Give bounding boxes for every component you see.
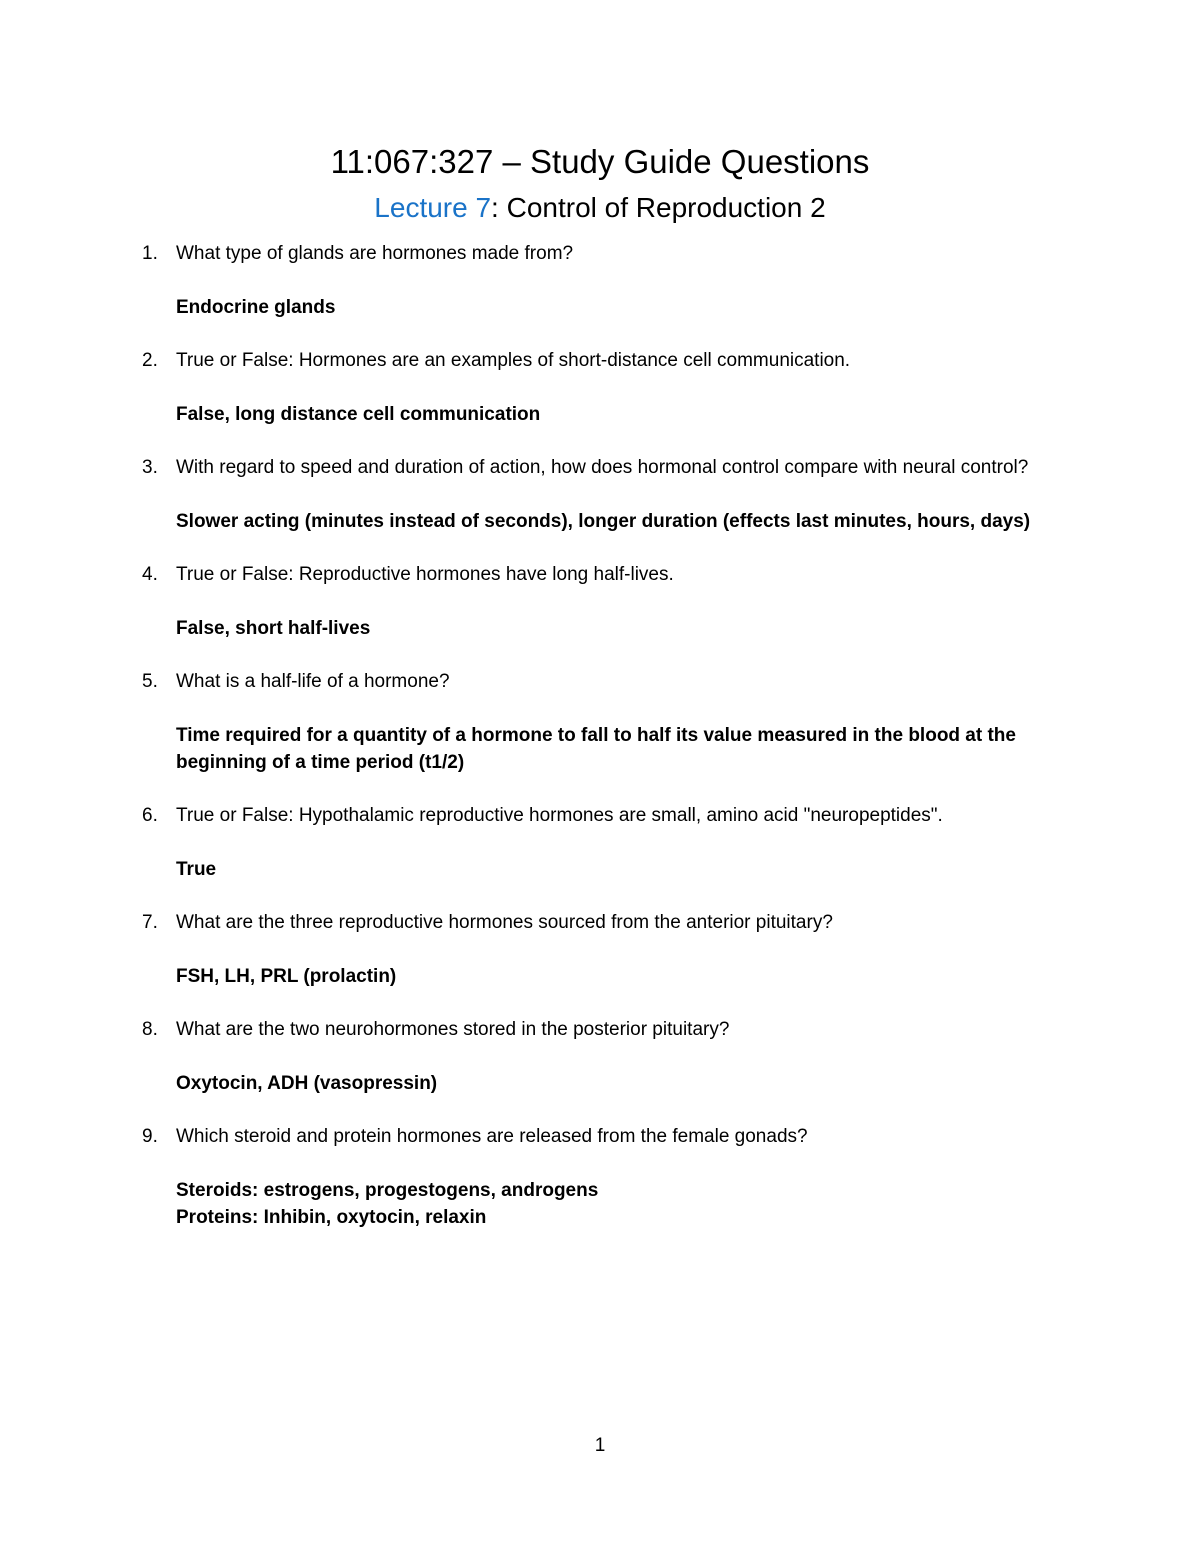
question-text: With regard to speed and duration of action, how does hormonal control compare with neural control? [176, 457, 1029, 478]
question-text: What are the three reproductive hormones sourced from the anterior pituitary? [176, 912, 833, 933]
answer-text [176, 294, 1102, 321]
lecture-subtitle [0, 188, 1200, 228]
question-item [142, 240, 1102, 321]
question-text: True or False: Reproductive hormones have long half-lives. [176, 564, 674, 585]
question-number: 4. [142, 564, 158, 585]
question-item [142, 668, 1102, 776]
lecture-topic: : Control of Reproduction 2 [491, 192, 826, 223]
answer-text [176, 722, 1102, 776]
question-text: True or False: Hormones are an examples of short-distance cell communication. [176, 350, 851, 371]
answer-line: False, short half-lives [176, 618, 371, 639]
answer-text [176, 615, 1102, 642]
question-number: 9. [142, 1126, 158, 1147]
page-title: 11:067:327 – Study Guide Questions [330, 143, 870, 180]
answer-text [176, 508, 1102, 535]
question-item [142, 454, 1102, 535]
answer-text [176, 1177, 1102, 1231]
question-number: 1. [142, 243, 158, 264]
question-item [142, 347, 1102, 428]
question-list [142, 240, 1102, 1257]
question-item [142, 802, 1102, 883]
question-number: 5. [142, 671, 158, 692]
question-item [142, 1016, 1102, 1097]
answer-line: Oxytocin, ADH (vasopressin) [176, 1073, 438, 1094]
question-text: What type of glands are hormones made from? [176, 243, 574, 264]
answer-line: False, long distance cell communication [176, 404, 541, 425]
answer-line: Steroids: estrogens, progestogens, androgens [176, 1180, 599, 1201]
question-number: 8. [142, 1019, 158, 1040]
question-number: 7. [142, 912, 158, 933]
answer-text [176, 856, 1102, 883]
question-number: 2. [142, 350, 158, 371]
answer-line: Slower acting (minutes instead of seconds), longer duration (effects last minutes, hours, days) [176, 511, 1031, 532]
lecture-number: Lecture 7 [374, 192, 492, 223]
answer-text [176, 1070, 1102, 1097]
question-text: True or False: Hypothalamic reproductive hormones are small, amino acid "neuropeptides". [176, 805, 943, 826]
answer-text [176, 963, 1102, 990]
answer-text [176, 401, 1102, 428]
page-number: 1 [594, 1435, 606, 1456]
question-text: What is a half-life of a hormone? [176, 671, 450, 692]
question-text: What are the two neurohormones stored in the posterior pituitary? [176, 1019, 730, 1040]
answer-line: Endocrine glands [176, 297, 336, 318]
question-text: Which steroid and protein hormones are released from the female gonads? [176, 1126, 808, 1147]
answer-line: Proteins: Inhibin, oxytocin, relaxin [176, 1207, 487, 1228]
answer-line: True [176, 859, 217, 880]
question-item [142, 909, 1102, 990]
question-number: 6. [142, 805, 158, 826]
answer-line: FSH, LH, PRL (prolactin) [176, 966, 397, 987]
question-item [142, 1123, 1102, 1231]
question-number: 3. [142, 457, 158, 478]
answer-line: Time required for a quantity of a hormone to fall to half its value measured in the blood at the beginning of a time period (t1/2) [176, 725, 1016, 773]
question-item [142, 561, 1102, 642]
